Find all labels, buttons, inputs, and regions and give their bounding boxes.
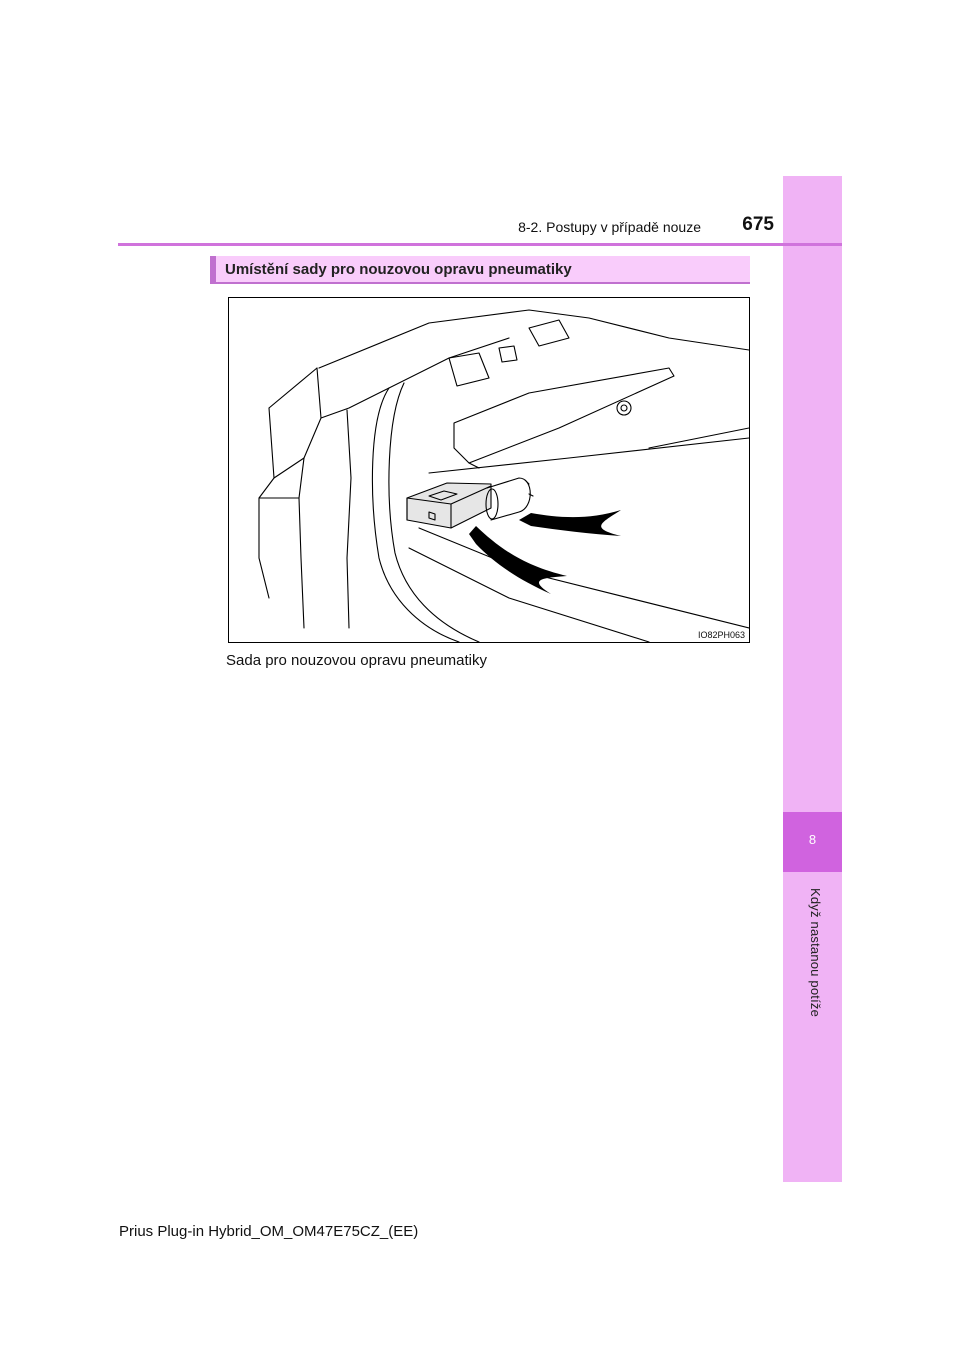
heading-accent <box>210 256 216 282</box>
footer-manual-id: Prius Plug-in Hybrid_OM_OM47E75CZ_(EE) <box>119 1223 419 1240</box>
section-label: 8-2. Postupy v případě nouze <box>518 219 701 235</box>
figure-caption: Sada pro nouzovou opravu pneumatiky <box>226 652 488 669</box>
trunk-illustration <box>228 297 750 643</box>
section-heading-text: Umístění sady pro nouzovou opravu pneumatiky <box>225 261 572 278</box>
figure-code: IO82PH063 <box>697 630 745 640</box>
chapter-number: 8 <box>808 832 817 847</box>
header-divider <box>118 243 842 246</box>
chapter-side-tab <box>783 176 842 1182</box>
page-number: 675 <box>742 214 774 235</box>
trunk-line-drawing <box>229 298 749 642</box>
chapter-title: Když nastanou potíže <box>808 888 823 1018</box>
section-heading <box>210 256 750 284</box>
